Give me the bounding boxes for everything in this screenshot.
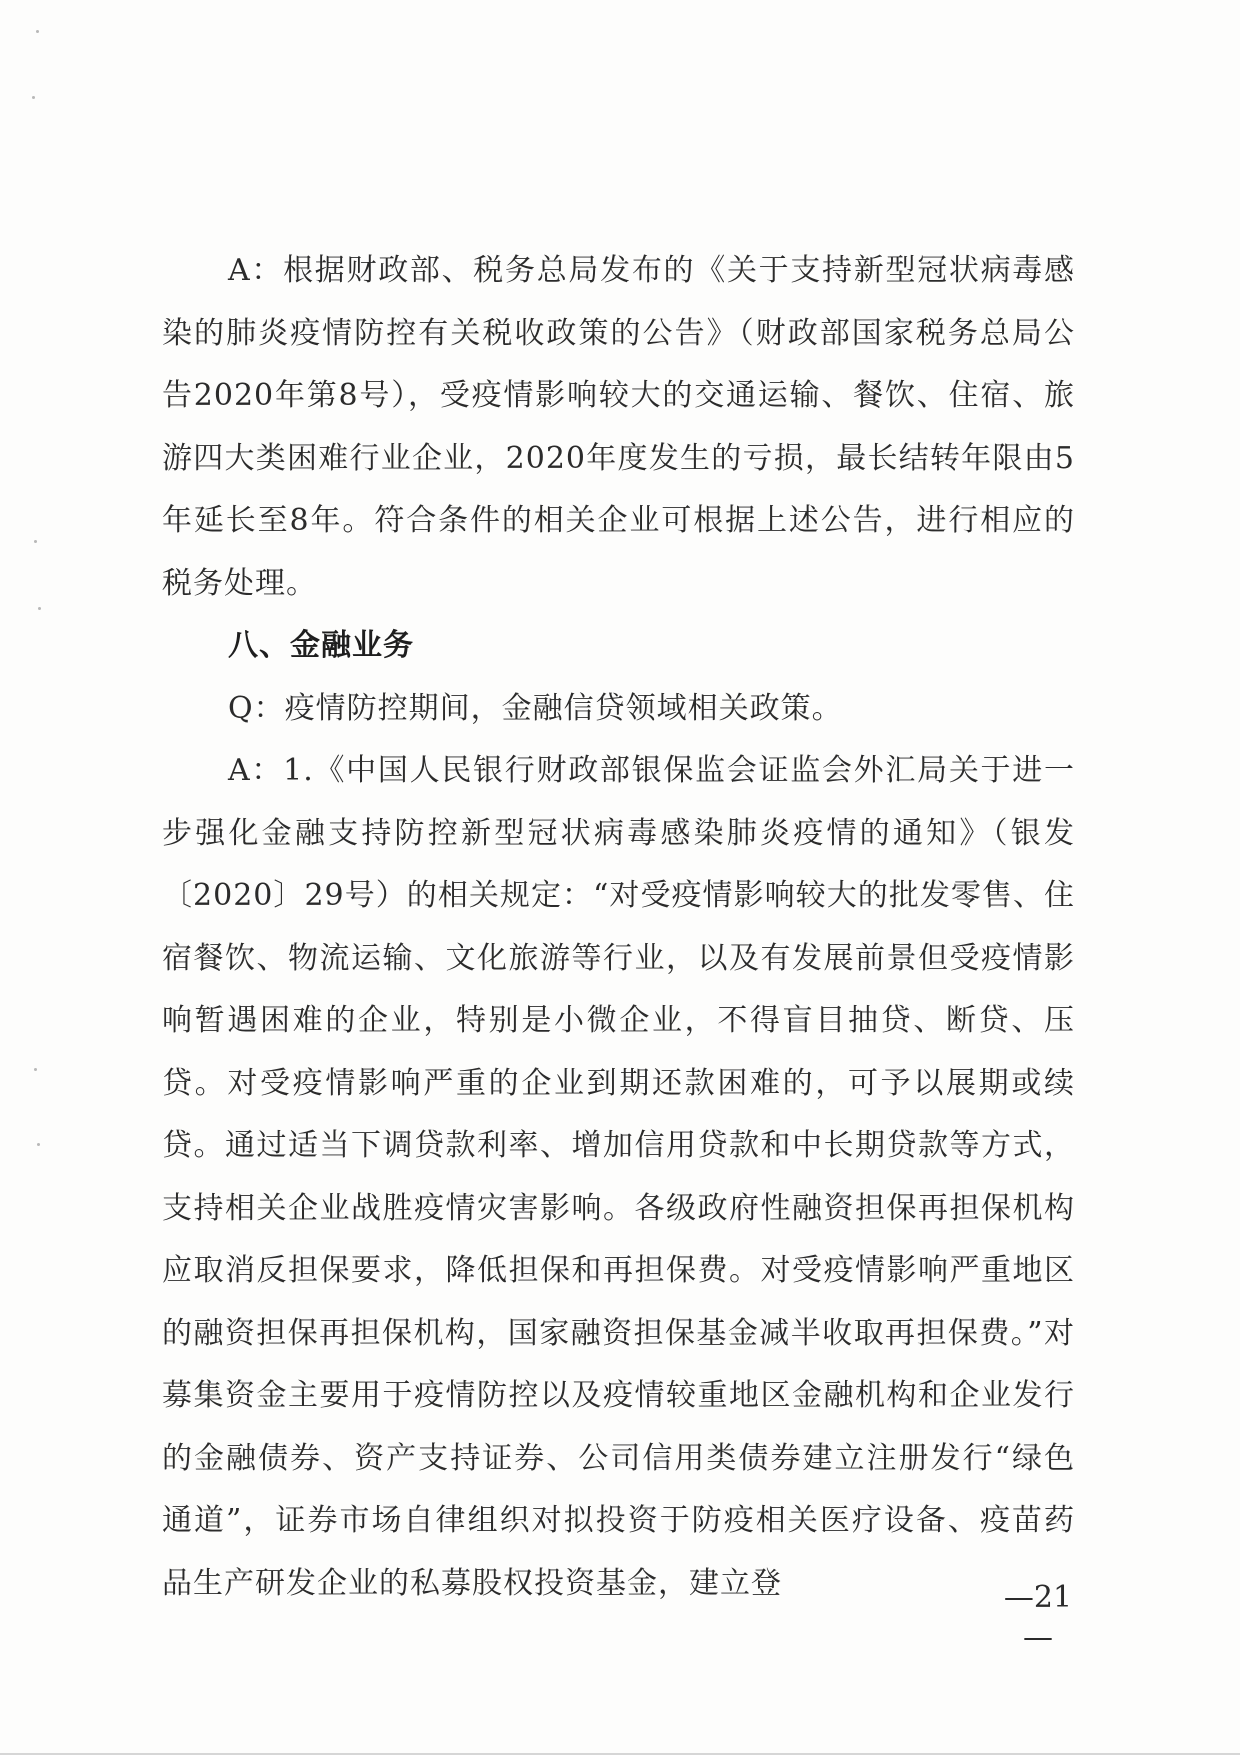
section-heading-financial-business: 八、金融业务	[228, 628, 414, 663]
tax-loss-carryforward-answer: A：根据财政部、税务总局发布的《关于支持新型冠状病毒感染的肺炎疫情防控有关税收政策的公告》（财政部国家税务总局公告2020年第8号），受疫情影响较大的交通运输、餐饮、住宿、旅游四大类困难行业企业，2020年度发生的亏损，最长结转年限由5年延长至8年。符合条件的相关企业可根据上述公告，进行相应的税务处理。	[162, 253, 1075, 601]
financial-credit-question: Q：疫情防控期间，金融信贷领域相关政策。	[228, 690, 843, 726]
financial-credit-answer: A：1.《中国人民银行财政部银保监会证监会外汇局关于进一步强化金融支持防控新型冠状病毒感染肺炎疫情的通知》（银发〔2020〕29号）的相关规定：“对受疫情影响较大的批发零售、住宿餐饮、物流运输、文化旅游等行业，以及有发展前景但受疫情影响暂遇困难的企业，特别是小微企业，不得盲目抽贷、断贷、压贷。对受疫情影响严重的企业到期还款困难的，可予以展期或续贷。通过适当下调贷款利率、增加信用贷款和中长期贷款等方式，支持相关企业战胜疫情灾害影响。各级政府性融资担保再担保机构应取消反担保要求，降低担保和再担保费。对受疫情影响严重地区的融资担保再担保机构，国家融资担保基金减半收取再担保费。”对募集资金主要用于疫情防控以及疫情较重地区金融机构和企业发行的金融债券、资产支持证券、公司信用类债券建立注册发行“绿色通道”，证券市场自律组织对拟投资于防疫相关医疗设备、疫苗药品生产研发企业的私募股权投资基金，建立登	[162, 753, 1075, 1601]
page-number: —21—	[1003, 1580, 1073, 1655]
scan-speck	[36, 30, 39, 33]
document-body	[162, 240, 1075, 1615]
scan-speck	[32, 96, 35, 99]
scan-speck	[37, 1143, 40, 1146]
scan-speck	[34, 540, 37, 543]
scan-speck	[34, 1068, 37, 1071]
scan-speck	[38, 607, 41, 610]
